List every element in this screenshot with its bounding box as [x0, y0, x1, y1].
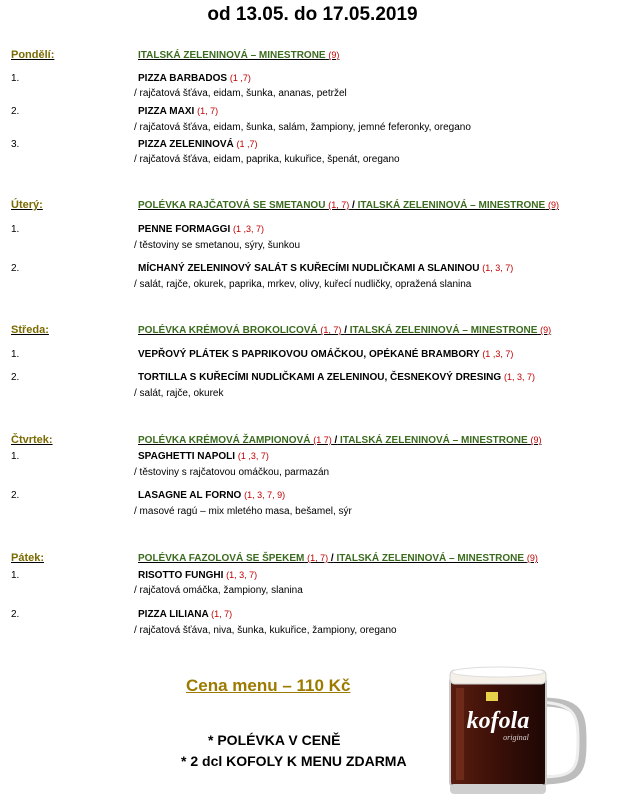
- day-wednesday: Středa:: [11, 324, 49, 336]
- dish-description: / rajčatová šťáva, eidam, šunka, ananas, petržel: [134, 88, 347, 99]
- kofola-logo: kofola: [466, 708, 530, 734]
- dish-description: / rajčatová omáčka, žampiony, slanina: [134, 585, 303, 596]
- dish-description: / salát, rajče, okurek: [134, 388, 224, 399]
- soup-tuesday: POLÉVKA RAJČATOVÁ SE SMETANOU (1, 7) / ITALSKÁ ZELENINOVÁ – MINESTRONE (9): [138, 200, 559, 211]
- dish-description: / těstoviny s rajčatovou omáčkou, parmazán: [134, 467, 330, 478]
- soup-friday: POLÉVKA FAZOLOVÁ SE ŠPEKEM (1, 7) / ITALSKÁ ZELENINOVÁ – MINESTRONE (9): [138, 553, 538, 564]
- day-monday: Pondělí:: [11, 49, 55, 61]
- dish-name: PENNE FORMAGGI (1 ,3, 7): [138, 224, 265, 235]
- dish-name: RISOTTO FUNGHI (1, 3, 7): [138, 570, 258, 581]
- menu-price: Cena menu – 110 Kč: [186, 676, 351, 695]
- dish-number: 3.: [11, 139, 20, 150]
- dish-number: 1.: [11, 224, 20, 235]
- day-tuesday: Úterý:: [11, 199, 43, 211]
- kofola-mug-image: [440, 662, 590, 800]
- dish-name: PIZZA MAXI (1, 7): [138, 106, 219, 117]
- day-thursday: Čtvrtek:: [11, 434, 53, 446]
- note-soup-included: * POLÉVKA V CENĚ: [208, 732, 341, 748]
- dish-name: PIZZA BARBADOS (1 ,7): [138, 73, 251, 84]
- dish-number: 2.: [11, 490, 20, 501]
- dish-number: 1.: [11, 451, 20, 462]
- dish-description: / těstoviny se smetanou, sýry, šunkou: [134, 240, 301, 251]
- dish-number: 1.: [11, 73, 20, 84]
- soup-thursday: POLÉVKA KRÉMOVÁ ŽAMPIONOVÁ (1 7) / ITALSKÁ ZELENINOVÁ – MINESTRONE (9): [138, 435, 542, 446]
- dish-number: 2.: [11, 372, 20, 383]
- dish-number: 1.: [11, 349, 20, 360]
- soup-monday: ITALSKÁ ZELENINOVÁ – MINESTRONE (9): [138, 50, 340, 61]
- dish-name: SPAGHETTI NAPOLI (1 ,3, 7): [138, 451, 269, 462]
- dish-description: / salát, rajče, okurek, paprika, mrkev, olivy, kuřecí nudličky, opražená slanina: [134, 279, 472, 290]
- dish-name: MÍCHANÝ ZELENINOVÝ SALÁT S KUŘECÍMI NUDLIČKAMI A SLANINOU (1, 3, 7): [138, 263, 514, 274]
- dish-number: 2.: [11, 609, 20, 620]
- note-free-kofola: * 2 dcl KOFOLY K MENU ZDARMA: [181, 753, 407, 769]
- menu-title: od 13.05. do 17.05.2019: [207, 4, 418, 25]
- dish-name: PIZZA LILIANA (1, 7): [138, 609, 233, 620]
- kofola-badge-icon: [486, 692, 498, 701]
- dish-name: PIZZA ZELENINOVÁ (1 ,7): [138, 139, 258, 150]
- dish-description: / masové ragú – mix mletého masa, bešamel, sýr: [134, 506, 352, 517]
- dish-number: 2.: [11, 263, 20, 274]
- dish-name: TORTILLA S KUŘECÍMI NUDLIČKAMI A ZELENINOU, ČESNEKOVÝ DRESING (1, 3, 7): [138, 372, 535, 383]
- dish-description: / rajčatová šťáva, niva, šunka, kukuřice, žampiony, oregano: [134, 625, 397, 636]
- dish-name: LASAGNE AL FORNO (1, 3, 7, 9): [138, 490, 286, 501]
- dish-description: / rajčatová šťáva, eidam, paprika, kukuřice, špenát, oregano: [134, 154, 400, 165]
- day-friday: Pátek:: [11, 552, 45, 564]
- kofola-logo-subtitle: original: [503, 733, 529, 742]
- soup-wednesday: POLÉVKA KRÉMOVÁ BROKOLICOVÁ (1, 7) / ITALSKÁ ZELENINOVÁ – MINESTRONE (9): [138, 325, 552, 336]
- dish-number: 2.: [11, 106, 20, 117]
- dish-name: VEPŘOVÝ PLÁTEK S PAPRIKOVOU OMÁČKOU, OPÉKANÉ BRAMBORY (1 ,3, 7): [138, 349, 514, 360]
- dish-number: 1.: [11, 570, 20, 581]
- dish-description: / rajčatová šťáva, eidam, šunka, salám, žampiony, jemné feferonky, oregano: [134, 122, 471, 133]
